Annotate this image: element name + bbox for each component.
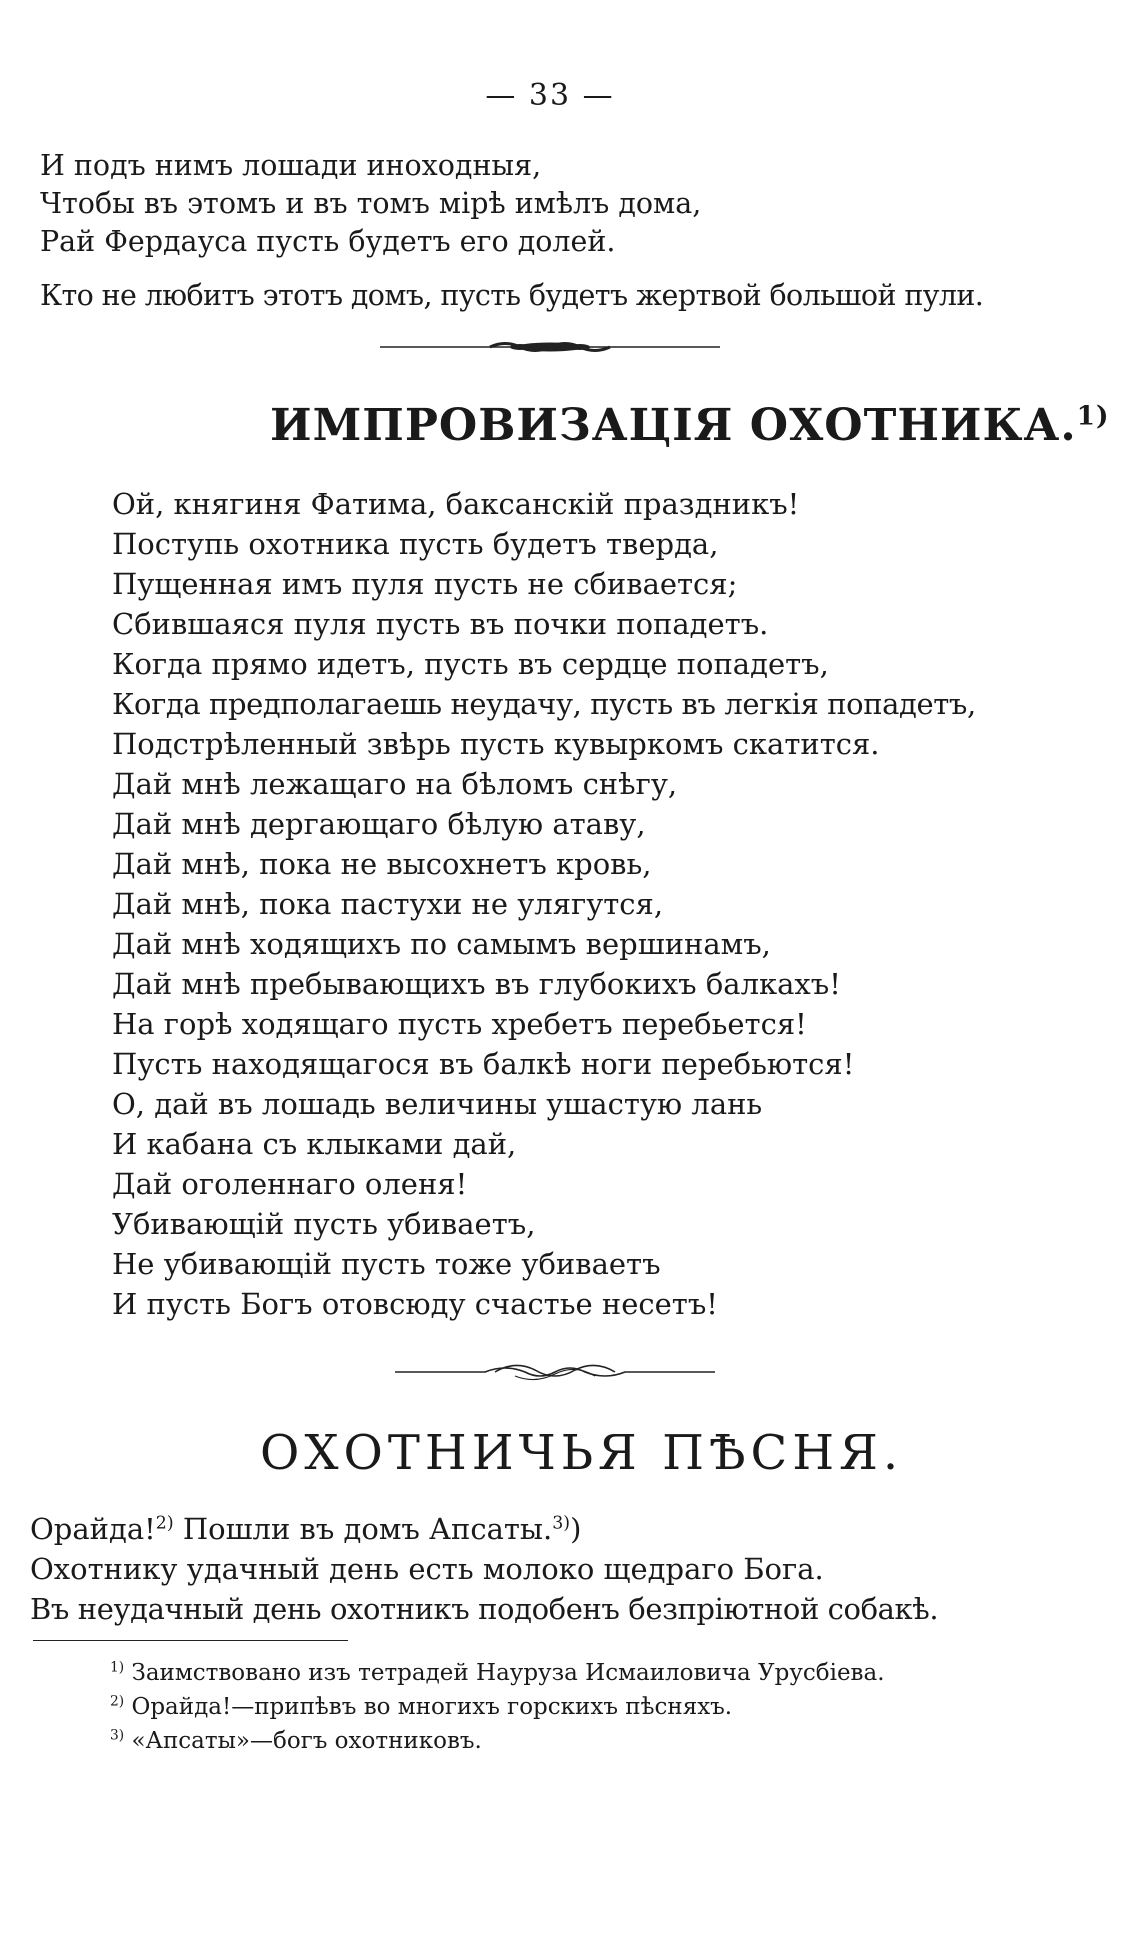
verse-line: Дай оголеннаго оленя! — [112, 1167, 468, 1201]
verse-line: Сбившаяся пуля пусть въ почки попадетъ. — [112, 607, 769, 641]
verse-line: Дай мнѣ, пока не высохнетъ кровь, — [112, 847, 652, 881]
footnote-text: Орайда!—припѣвъ во многихъ горскихъ пѣсняхъ. — [124, 1694, 733, 1720]
verse-line — [30, 1512, 582, 1546]
verse-line: Пущенная имъ пуля пусть не сбивается; — [112, 567, 738, 601]
footnote-2 — [110, 1694, 732, 1720]
verse-text: Орайда! — [30, 1512, 156, 1546]
footnote-text: «Апсаты»—богъ охотниковъ. — [124, 1728, 482, 1754]
footnote-ref: 2) — [155, 1513, 174, 1534]
footnote-3 — [110, 1728, 482, 1754]
verse-line: Чтобы въ этомъ и въ томъ мірѣ имѣлъ дома, — [40, 187, 702, 220]
verse-line: Убивающій пусть убиваетъ, — [112, 1207, 536, 1241]
section-heading-improvisation — [270, 400, 1110, 451]
verse-line: Дай мнѣ лежащаго на бѣломъ снѣгу, — [112, 767, 678, 801]
page-number: — 33 — — [485, 78, 615, 113]
heading-text: ИМПРОВИЗАЦІЯ ОХОТНИКА. — [270, 400, 1077, 451]
verse-line: Дай мнѣ дергающаго бѣлую атаву, — [112, 807, 646, 841]
verse-line: Дай мнѣ пребывающихъ въ глубокихъ балкахъ! — [112, 967, 841, 1001]
footnote-ref: 3) — [552, 1513, 571, 1534]
verse-line: Подстрѣленный звѣрь пусть кувыркомъ скатится. — [112, 727, 880, 761]
verse-text: Пошли въ домъ Апсаты. — [173, 1512, 553, 1546]
ornament-divider-top — [380, 338, 720, 356]
verse-line: Пусть находящагося въ балкѣ ноги перебьются! — [112, 1047, 855, 1081]
footnote-mark: 1) — [110, 1659, 125, 1676]
footnote-1 — [110, 1660, 885, 1686]
ornament-divider-middle — [395, 1360, 715, 1384]
verse-line: Въ неудачный день охотникъ подобенъ безпріютной собакѣ. — [30, 1592, 939, 1626]
verse-line: И подъ нимъ лошади иноходныя, — [40, 149, 542, 182]
footnote-mark: 2) — [110, 1693, 125, 1710]
verse-line: Поступь охотника пусть будетъ тверда, — [112, 527, 719, 561]
section-heading-hunter-song: ОХОТНИЧЬЯ ПѢСНЯ. — [260, 1425, 904, 1481]
verse-line: Ой, княгиня Фатима, баксанскій праздникъ! — [112, 487, 800, 521]
footnote-rule — [33, 1640, 348, 1641]
verse-line: Когда предполагаешь неудачу, пусть въ легкія попадетъ, — [112, 687, 976, 721]
verse-line: Когда прямо идетъ, пусть въ сердце попадетъ, — [112, 647, 829, 681]
footnote-text: Заимствовано изъ тетрадей Науруза Исмаиловича Урусбіева. — [124, 1660, 885, 1686]
verse-line: И пусть Богъ отовсюду счастье несетъ! — [112, 1287, 718, 1321]
verse-line: Дай мнѣ ходящихъ по самымъ вершинамъ, — [112, 927, 771, 961]
verse-line: На горѣ ходящаго пусть хребетъ перебьется! — [112, 1007, 807, 1041]
verse-line: Кто не любитъ этотъ домъ, пусть будетъ жертвой большой пули. — [40, 279, 984, 312]
verse-line: И кабана съ клыками дай, — [112, 1127, 517, 1161]
verse-line: Охотнику удачный день есть молоко щедраго Бога. — [30, 1552, 824, 1586]
verse-line: О, дай въ лошадь величины ушастую лань — [112, 1087, 763, 1121]
footnote-ref: 1) — [1076, 400, 1110, 432]
footnote-mark: 3) — [110, 1727, 125, 1744]
verse-line: Дай мнѣ, пока пастухи не улягутся, — [112, 887, 664, 921]
verse-line: Не убивающій пусть тоже убиваетъ — [112, 1247, 661, 1281]
verse-line: Рай Фердауса пусть будетъ его долей. — [40, 225, 616, 258]
verse-text: ) — [570, 1512, 582, 1546]
